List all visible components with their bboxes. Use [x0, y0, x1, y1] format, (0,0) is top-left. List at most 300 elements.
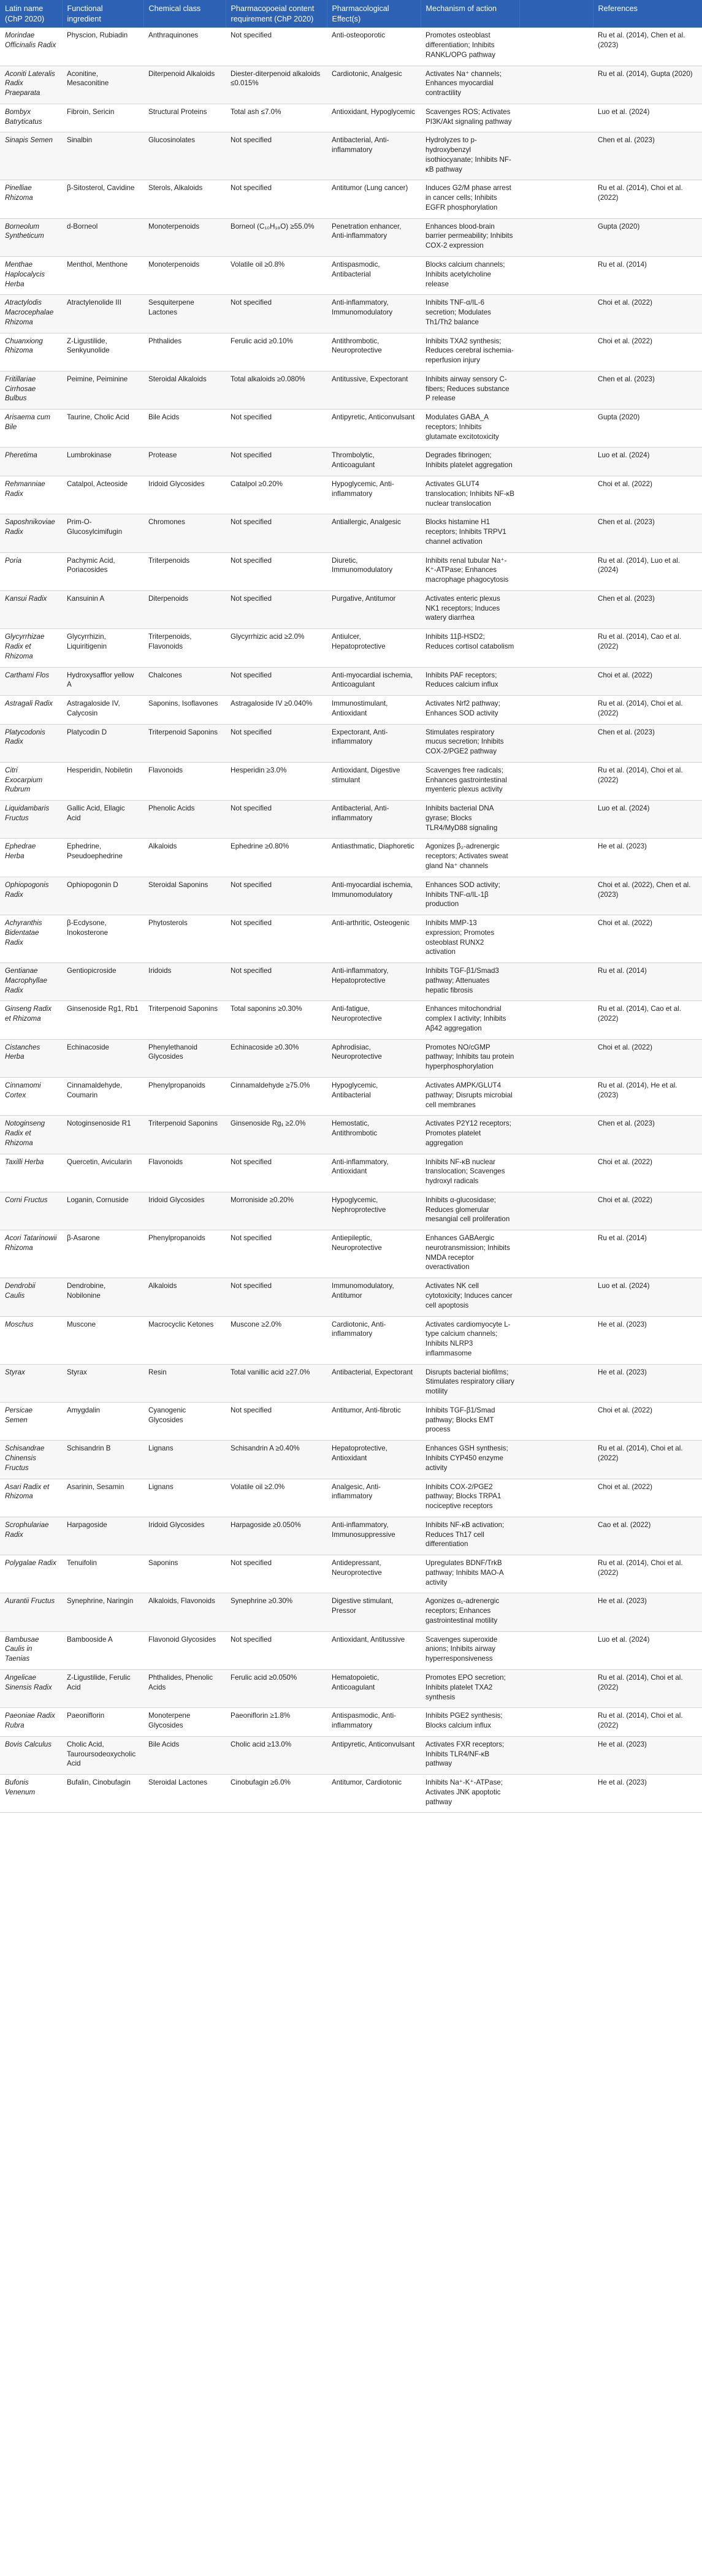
- table-row: [0, 1517, 702, 1555]
- cell-references: Ru et al. (2014), He et al. (2023): [593, 1078, 702, 1116]
- cell-chemical-class: Steroidal Saponins: [143, 877, 226, 915]
- cell-chemical-class: Phenylpropanoids: [143, 1078, 226, 1116]
- cell-chemical-class: Phthalides: [143, 333, 226, 371]
- cell-chemical-class: Phenolic Acids: [143, 801, 226, 839]
- table-row: [0, 762, 702, 800]
- cell-latin-name: Sinapis Semen: [0, 132, 62, 180]
- cell-pharmacological-effect: Antiasthmatic, Diaphoretic: [327, 839, 421, 877]
- cell-mechanism: Agonizes β₂-adrenergic receptors; Activates sweat gland Na⁺ channels: [421, 839, 519, 877]
- cell-mechanism: Activates GLUT4 translocation; Inhibits NF-κB nuclear translocation: [421, 476, 519, 514]
- cell-empty: [519, 629, 593, 667]
- cell-pharmacological-effect: Antiepileptic, Neuroprotective: [327, 1230, 421, 1278]
- cell-content-requirement: Hesperidin ≥3.0%: [226, 762, 327, 800]
- cell-chemical-class: Diterpenoid Alkaloids: [143, 66, 226, 104]
- cell-mechanism: Inhibits PGE2 synthesis; Blocks calcium influx: [421, 1708, 519, 1737]
- cell-mechanism: Inhibits Na⁺-K⁺-ATPase; Activates JNK apoptotic pathway: [421, 1775, 519, 1813]
- table-row: [0, 1078, 702, 1116]
- cell-pharmacological-effect: Hypoglycemic, Anti-inflammatory: [327, 476, 421, 514]
- cell-chemical-class: Iridoid Glycosides: [143, 1517, 226, 1555]
- cell-functional-ingredient: Cholic Acid, Tauroursodeoxycholic Acid: [62, 1736, 143, 1774]
- cell-empty: [519, 839, 593, 877]
- cell-empty: [519, 667, 593, 696]
- cell-latin-name: Cistanches Herba: [0, 1039, 62, 1077]
- cell-content-requirement: Not specified: [226, 28, 327, 66]
- cell-empty: [519, 371, 593, 409]
- cell-chemical-class: Monoterpenoids: [143, 218, 226, 256]
- cell-empty: [519, 590, 593, 628]
- cell-pharmacological-effect: Hematopoietic, Anticoagulant: [327, 1669, 421, 1707]
- cell-mechanism: Inhibits PAF receptors; Reduces calcium influx: [421, 667, 519, 696]
- header-empty: [519, 0, 593, 28]
- cell-pharmacological-effect: Hemostatic, Antithrombotic: [327, 1116, 421, 1154]
- cell-references: Choi et al. (2022): [593, 476, 702, 514]
- cell-content-requirement: Cinobufagin ≥6.0%: [226, 1775, 327, 1813]
- cell-latin-name: Poria: [0, 552, 62, 590]
- cell-empty: [519, 218, 593, 256]
- cell-content-requirement: Total saponins ≥0.30%: [226, 1001, 327, 1039]
- table-row: [0, 514, 702, 552]
- cell-latin-name: Paeoniae Radix Rubra: [0, 1708, 62, 1737]
- table-row: [0, 104, 702, 132]
- table-row: [0, 877, 702, 915]
- cell-references: He et al. (2023): [593, 1736, 702, 1774]
- cell-content-requirement: Not specified: [226, 877, 327, 915]
- cell-functional-ingredient: Echinacoside: [62, 1039, 143, 1077]
- cell-references: Ru et al. (2014): [593, 257, 702, 295]
- cell-functional-ingredient: Muscone: [62, 1316, 143, 1364]
- cell-pharmacological-effect: Antispasmodic, Anti-inflammatory: [327, 1708, 421, 1737]
- cell-content-requirement: Not specified: [226, 1402, 327, 1440]
- table-row: [0, 1555, 702, 1593]
- table-row: [0, 28, 702, 66]
- cell-pharmacological-effect: Antioxidant, Antitussive: [327, 1631, 421, 1669]
- cell-empty: [519, 1736, 593, 1774]
- cell-functional-ingredient: Ephedrine, Pseudoephedrine: [62, 839, 143, 877]
- table-row: [0, 1669, 702, 1707]
- cell-pharmacological-effect: Diuretic, Immunomodulatory: [327, 552, 421, 590]
- cell-latin-name: Bambusae Caulis in Taenias: [0, 1631, 62, 1669]
- cell-references: Ru et al. (2014), Chen et al. (2023): [593, 28, 702, 66]
- table-header: [0, 0, 702, 28]
- cell-empty: [519, 1631, 593, 1669]
- cell-latin-name: Cinnamomi Cortex: [0, 1078, 62, 1116]
- table-row: [0, 295, 702, 333]
- cell-chemical-class: Flavonoids: [143, 1154, 226, 1192]
- table-row: [0, 1116, 702, 1154]
- cell-pharmacological-effect: Antibacterial, Expectorant: [327, 1364, 421, 1402]
- cell-latin-name: Arisaema cum Bile: [0, 410, 62, 448]
- cell-mechanism: Inhibits TNF-α/IL-6 secretion; Modulates Th1/Th2 balance: [421, 295, 519, 333]
- cell-content-requirement: Not specified: [226, 132, 327, 180]
- cell-references: Ru et al. (2014), Choi et al. (2022): [593, 180, 702, 218]
- cell-functional-ingredient: Loganin, Cornuside: [62, 1192, 143, 1230]
- cell-empty: [519, 28, 593, 66]
- cell-empty: [519, 132, 593, 180]
- header-row: [0, 0, 702, 28]
- cell-chemical-class: Lignans: [143, 1441, 226, 1479]
- cell-content-requirement: Volatile oil ≥0.8%: [226, 257, 327, 295]
- cell-references: Ru et al. (2014), Gupta (2020): [593, 66, 702, 104]
- cell-content-requirement: Not specified: [226, 590, 327, 628]
- cell-references: Ru et al. (2014), Choi et al. (2022): [593, 1555, 702, 1593]
- cell-latin-name: Saposhnikoviae Radix: [0, 514, 62, 552]
- table-row: [0, 476, 702, 514]
- cell-content-requirement: Glycyrrhizic acid ≥2.0%: [226, 629, 327, 667]
- cell-references: Ru et al. (2014): [593, 1230, 702, 1278]
- cell-pharmacological-effect: Anti-osteoporotic: [327, 28, 421, 66]
- cell-empty: [519, 1154, 593, 1192]
- cell-content-requirement: Not specified: [226, 180, 327, 218]
- cell-empty: [519, 963, 593, 1001]
- cell-functional-ingredient: Astragaloside IV, Calycosin: [62, 696, 143, 725]
- cell-functional-ingredient: Dendrobine, Nobilonine: [62, 1278, 143, 1316]
- table-row: [0, 1039, 702, 1077]
- cell-pharmacological-effect: Purgative, Antitumor: [327, 590, 421, 628]
- cell-chemical-class: Diterpenoids: [143, 590, 226, 628]
- cell-latin-name: Scrophulariae Radix: [0, 1517, 62, 1555]
- cell-references: Choi et al. (2022): [593, 295, 702, 333]
- cell-latin-name: Carthami Flos: [0, 667, 62, 696]
- cell-chemical-class: Triterpenoid Saponins: [143, 1001, 226, 1039]
- cell-empty: [519, 1316, 593, 1364]
- cell-pharmacological-effect: Analgesic, Anti-inflammatory: [327, 1479, 421, 1517]
- cell-references: Ru et al. (2014), Choi et al. (2022): [593, 762, 702, 800]
- cell-empty: [519, 104, 593, 132]
- cell-references: He et al. (2023): [593, 839, 702, 877]
- cell-functional-ingredient: Hesperidin, Nobiletin: [62, 762, 143, 800]
- cell-pharmacological-effect: Digestive stimulant, Pressor: [327, 1593, 421, 1631]
- cell-chemical-class: Glucosinolates: [143, 132, 226, 180]
- table-row: [0, 724, 702, 762]
- cell-chemical-class: Anthraquinones: [143, 28, 226, 66]
- cell-chemical-class: Alkaloids, Flavonoids: [143, 1593, 226, 1631]
- cell-mechanism: Enhances GSH synthesis; Inhibits CYP450 enzyme activity: [421, 1441, 519, 1479]
- cell-functional-ingredient: β-Ecdysone, Inokosterone: [62, 915, 143, 963]
- cell-functional-ingredient: β-Sitosterol, Cavidine: [62, 180, 143, 218]
- cell-mechanism: Disrupts bacterial biofilms; Stimulates respiratory ciliary motility: [421, 1364, 519, 1402]
- cell-pharmacological-effect: Expectorant, Anti-inflammatory: [327, 724, 421, 762]
- cell-functional-ingredient: Peimine, Peiminine: [62, 371, 143, 409]
- cell-chemical-class: Bile Acids: [143, 410, 226, 448]
- cell-content-requirement: Schisandrin A ≥0.40%: [226, 1441, 327, 1479]
- header-references: References: [593, 0, 702, 28]
- cell-content-requirement: Echinacoside ≥0.30%: [226, 1039, 327, 1077]
- cell-references: Choi et al. (2022): [593, 667, 702, 696]
- cell-functional-ingredient: Amygdalin: [62, 1402, 143, 1440]
- cell-empty: [519, 801, 593, 839]
- cell-references: He et al. (2023): [593, 1593, 702, 1631]
- cell-latin-name: Persicae Semen: [0, 1402, 62, 1440]
- cell-content-requirement: Not specified: [226, 963, 327, 1001]
- cell-mechanism: Inhibits TXA2 synthesis; Reduces cerebral ischemia-reperfusion injury: [421, 333, 519, 371]
- cell-functional-ingredient: Bambooside A: [62, 1631, 143, 1669]
- cell-mechanism: Inhibits renal tubular Na⁺-K⁺-ATPase; Enhances macrophage phagocytosis: [421, 552, 519, 590]
- cell-mechanism: Activates AMPK/GLUT4 pathway; Disrupts microbial cell membranes: [421, 1078, 519, 1116]
- table-row: [0, 1364, 702, 1402]
- cell-pharmacological-effect: Hypoglycemic, Antibacterial: [327, 1078, 421, 1116]
- cell-functional-ingredient: Bufalin, Cinobufagin: [62, 1775, 143, 1813]
- table-row: [0, 1708, 702, 1737]
- cell-pharmacological-effect: Antispasmodic, Antibacterial: [327, 257, 421, 295]
- table-row: [0, 448, 702, 476]
- table-row: [0, 552, 702, 590]
- cell-latin-name: Styrax: [0, 1364, 62, 1402]
- cell-references: Gupta (2020): [593, 218, 702, 256]
- cell-mechanism: Inhibits α-glucosidase; Reduces glomerular mesangial cell proliferation: [421, 1192, 519, 1230]
- table-row: [0, 132, 702, 180]
- table-row: [0, 66, 702, 104]
- cell-content-requirement: Not specified: [226, 295, 327, 333]
- cell-references: Choi et al. (2022): [593, 1154, 702, 1192]
- table-body: [0, 28, 702, 1813]
- header-content-requirement: Pharmacopoeial content requirement (ChP 2020): [226, 0, 327, 28]
- cell-pharmacological-effect: Antiulcer, Hepatoprotective: [327, 629, 421, 667]
- cell-references: Luo et al. (2024): [593, 1278, 702, 1316]
- cell-pharmacological-effect: Anti-fatigue, Neuroprotective: [327, 1001, 421, 1039]
- cell-functional-ingredient: Z-Ligustilide, Ferulic Acid: [62, 1669, 143, 1707]
- cell-latin-name: Bovis Calculus: [0, 1736, 62, 1774]
- cell-empty: [519, 448, 593, 476]
- cell-references: Luo et al. (2024): [593, 104, 702, 132]
- cell-pharmacological-effect: Antitumor, Cardiotonic: [327, 1775, 421, 1813]
- cell-chemical-class: Iridoid Glycosides: [143, 476, 226, 514]
- cell-content-requirement: Ferulic acid ≥0.10%: [226, 333, 327, 371]
- cell-content-requirement: Not specified: [226, 801, 327, 839]
- cell-pharmacological-effect: Antidepressant, Neuroprotective: [327, 1555, 421, 1593]
- cell-pharmacological-effect: Anti-inflammatory, Antioxidant: [327, 1154, 421, 1192]
- table-row: [0, 1154, 702, 1192]
- cell-pharmacological-effect: Aphrodisiac, Neuroprotective: [327, 1039, 421, 1077]
- cell-latin-name: Chuanxiong Rhizoma: [0, 333, 62, 371]
- cell-functional-ingredient: Z-Ligustilide, Senkyunolide: [62, 333, 143, 371]
- cell-latin-name: Dendrobii Caulis: [0, 1278, 62, 1316]
- cell-pharmacological-effect: Cardiotonic, Anti-inflammatory: [327, 1316, 421, 1364]
- cell-content-requirement: Cholic acid ≥13.0%: [226, 1736, 327, 1774]
- cell-functional-ingredient: Glycyrrhizin, Liquiritigenin: [62, 629, 143, 667]
- cell-mechanism: Enhances GABAergic neurotransmission; Inhibits NMDA receptor overactivation: [421, 1230, 519, 1278]
- cell-mechanism: Promotes osteoblast differentiation; Inhibits RANKL/OPG pathway: [421, 28, 519, 66]
- cell-mechanism: Activates NK cell cytotoxicity; Induces cancer cell apoptosis: [421, 1278, 519, 1316]
- cell-mechanism: Activates enteric plexus NK1 receptors; Induces watery diarrhea: [421, 590, 519, 628]
- cell-empty: [519, 1192, 593, 1230]
- cell-empty: [519, 1001, 593, 1039]
- cell-empty: [519, 410, 593, 448]
- cell-mechanism: Inhibits NF-κB activation; Reduces Th17 cell differentiation: [421, 1517, 519, 1555]
- table-row: [0, 333, 702, 371]
- cell-mechanism: Inhibits TGF-β1/Smad3 pathway; Attenuates hepatic fibrosis: [421, 963, 519, 1001]
- cell-mechanism: Promotes EPO secretion; Inhibits platelet TXA2 synthesis: [421, 1669, 519, 1707]
- cell-mechanism: Inhibits 11β-HSD2; Reduces cortisol catabolism: [421, 629, 519, 667]
- cell-pharmacological-effect: Hepatoprotective, Antioxidant: [327, 1441, 421, 1479]
- cell-pharmacological-effect: Antibacterial, Anti-inflammatory: [327, 801, 421, 839]
- cell-pharmacological-effect: Thrombolytic, Anticoagulant: [327, 448, 421, 476]
- cell-chemical-class: Resin: [143, 1364, 226, 1402]
- cell-content-requirement: Muscone ≥2.0%: [226, 1316, 327, 1364]
- cell-latin-name: Liquidambaris Fructus: [0, 801, 62, 839]
- cell-empty: [519, 295, 593, 333]
- cell-latin-name: Achyranthis Bidentatae Radix: [0, 915, 62, 963]
- cell-functional-ingredient: Atractylenolide III: [62, 295, 143, 333]
- cell-chemical-class: Chromones: [143, 514, 226, 552]
- header-functional-ingredient: Functional ingredient: [62, 0, 143, 28]
- table-row: [0, 1631, 702, 1669]
- table-row: [0, 963, 702, 1001]
- cell-chemical-class: Iridoid Glycosides: [143, 1192, 226, 1230]
- cell-functional-ingredient: Taurine, Cholic Acid: [62, 410, 143, 448]
- cell-latin-name: Citri Exocarpium Rubrum: [0, 762, 62, 800]
- cell-mechanism: Induces G2/M phase arrest in cancer cells; Inhibits EGFR phosphorylation: [421, 180, 519, 218]
- cell-functional-ingredient: Ginsenoside Rg1, Rb1: [62, 1001, 143, 1039]
- cell-latin-name: Moschus: [0, 1316, 62, 1364]
- cell-pharmacological-effect: Antiallergic, Analgesic: [327, 514, 421, 552]
- cell-empty: [519, 1555, 593, 1593]
- cell-functional-ingredient: Kansuinin A: [62, 590, 143, 628]
- cell-functional-ingredient: Physcion, Rubiadin: [62, 28, 143, 66]
- cell-mechanism: Inhibits COX-2/PGE2 pathway; Blocks TRPA1 nociceptive receptors: [421, 1479, 519, 1517]
- cell-content-requirement: Total vanillic acid ≥27.0%: [226, 1364, 327, 1402]
- cell-references: Luo et al. (2024): [593, 1631, 702, 1669]
- cell-references: Choi et al. (2022): [593, 1192, 702, 1230]
- cell-chemical-class: Alkaloids: [143, 839, 226, 877]
- cell-empty: [519, 724, 593, 762]
- cell-functional-ingredient: Aconitine, Mesaconitine: [62, 66, 143, 104]
- cell-chemical-class: Cyanogenic Glycosides: [143, 1402, 226, 1440]
- cell-content-requirement: Morroniside ≥0.20%: [226, 1192, 327, 1230]
- cell-latin-name: Taxilli Herba: [0, 1154, 62, 1192]
- cell-empty: [519, 1593, 593, 1631]
- cell-empty: [519, 552, 593, 590]
- cell-functional-ingredient: Sinalbin: [62, 132, 143, 180]
- cell-references: Ru et al. (2014), Choi et al. (2022): [593, 1669, 702, 1707]
- cell-mechanism: Inhibits TGF-β1/Smad pathway; Blocks EMT process: [421, 1402, 519, 1440]
- cell-content-requirement: Ginsenoside Rg₁ ≥2.0%: [226, 1116, 327, 1154]
- cell-pharmacological-effect: Anti-arthritic, Osteogenic: [327, 915, 421, 963]
- cell-pharmacological-effect: Cardiotonic, Analgesic: [327, 66, 421, 104]
- cell-references: Ru et al. (2014), Cao et al. (2022): [593, 1001, 702, 1039]
- cell-content-requirement: Not specified: [226, 448, 327, 476]
- cell-references: Luo et al. (2024): [593, 448, 702, 476]
- cell-content-requirement: Not specified: [226, 1631, 327, 1669]
- cell-references: He et al. (2023): [593, 1775, 702, 1813]
- cell-chemical-class: Steroidal Alkaloids: [143, 371, 226, 409]
- cell-content-requirement: Not specified: [226, 667, 327, 696]
- cell-empty: [519, 1669, 593, 1707]
- cell-content-requirement: Not specified: [226, 514, 327, 552]
- cell-chemical-class: Phytosterols: [143, 915, 226, 963]
- cell-mechanism: Scavenges ROS; Activates PI3K/Akt signaling pathway: [421, 104, 519, 132]
- cell-chemical-class: Chalcones: [143, 667, 226, 696]
- cell-mechanism: Scavenges superoxide anions; Inhibits airway hyperresponsiveness: [421, 1631, 519, 1669]
- cell-content-requirement: Not specified: [226, 1154, 327, 1192]
- cell-functional-ingredient: β-Asarone: [62, 1230, 143, 1278]
- cell-empty: [519, 1775, 593, 1813]
- cell-mechanism: Enhances blood-brain barrier permeability; Inhibits COX-2 expression: [421, 218, 519, 256]
- table-row: [0, 1593, 702, 1631]
- cell-pharmacological-effect: Antitussive, Expectorant: [327, 371, 421, 409]
- cell-functional-ingredient: Gentiopicroside: [62, 963, 143, 1001]
- cell-functional-ingredient: Lumbrokinase: [62, 448, 143, 476]
- cell-functional-ingredient: Gallic Acid, Ellagic Acid: [62, 801, 143, 839]
- cell-empty: [519, 696, 593, 725]
- cell-empty: [519, 66, 593, 104]
- cell-pharmacological-effect: Anti-inflammatory, Immunosuppressive: [327, 1517, 421, 1555]
- cell-mechanism: Agonizes α₁-adrenergic receptors; Enhances gastrointestinal motility: [421, 1593, 519, 1631]
- cell-pharmacological-effect: Immunomodulatory, Antitumor: [327, 1278, 421, 1316]
- cell-mechanism: Activates Nrf2 pathway; Enhances SOD activity: [421, 696, 519, 725]
- table-row: [0, 257, 702, 295]
- cell-chemical-class: Phthalides, Phenolic Acids: [143, 1669, 226, 1707]
- table-row: [0, 1192, 702, 1230]
- cell-mechanism: Blocks histamine H1 receptors; Inhibits TRPV1 channel activation: [421, 514, 519, 552]
- cell-chemical-class: Triterpenoids, Flavonoids: [143, 629, 226, 667]
- cell-references: Ru et al. (2014), Luo et al. (2024): [593, 552, 702, 590]
- cell-mechanism: Inhibits bacterial DNA gyrase; Blocks TLR4/MyD88 signaling: [421, 801, 519, 839]
- cell-references: He et al. (2023): [593, 1364, 702, 1402]
- cell-content-requirement: Not specified: [226, 1278, 327, 1316]
- cell-empty: [519, 1708, 593, 1737]
- cell-content-requirement: Not specified: [226, 1230, 327, 1278]
- table-row: [0, 667, 702, 696]
- cell-references: Ru et al. (2014), Choi et al. (2022): [593, 696, 702, 725]
- cell-references: Ru et al. (2014), Cao et al. (2022): [593, 629, 702, 667]
- cell-references: Ru et al. (2014), Choi et al. (2022): [593, 1441, 702, 1479]
- cell-mechanism: Degrades fibrinogen; Inhibits platelet aggregation: [421, 448, 519, 476]
- cell-functional-ingredient: Prim-O-Glucosylcimifugin: [62, 514, 143, 552]
- cell-mechanism: Modulates GABA_A receptors; Inhibits glutamate excitotoxicity: [421, 410, 519, 448]
- cell-mechanism: Stimulates respiratory mucus secretion; Inhibits COX-2/PGE2 pathway: [421, 724, 519, 762]
- cell-latin-name: Atractylodis Macrocephalae Rhizoma: [0, 295, 62, 333]
- cell-empty: [519, 1364, 593, 1402]
- cell-mechanism: Promotes NO/cGMP pathway; Inhibits tau protein hyperphosphorylation: [421, 1039, 519, 1077]
- cell-empty: [519, 762, 593, 800]
- cell-functional-ingredient: Cinnamaldehyde, Coumarin: [62, 1078, 143, 1116]
- cell-functional-ingredient: Catalpol, Acteoside: [62, 476, 143, 514]
- cell-empty: [519, 180, 593, 218]
- cell-references: He et al. (2023): [593, 1316, 702, 1364]
- cell-content-requirement: Not specified: [226, 915, 327, 963]
- cell-latin-name: Angelicae Sinensis Radix: [0, 1669, 62, 1707]
- cell-chemical-class: Bile Acids: [143, 1736, 226, 1774]
- cell-empty: [519, 1402, 593, 1440]
- cell-content-requirement: Not specified: [226, 724, 327, 762]
- cell-chemical-class: Saponins: [143, 1555, 226, 1593]
- cell-mechanism: Activates cardiomyocyte L-type calcium channels; Inhibits NLRP3 inflammasome: [421, 1316, 519, 1364]
- cell-content-requirement: Ephedrine ≥0.80%: [226, 839, 327, 877]
- cell-content-requirement: Harpagoside ≥0.050%: [226, 1517, 327, 1555]
- cell-chemical-class: Sesquiterpene Lactones: [143, 295, 226, 333]
- table-row: [0, 696, 702, 725]
- cell-references: Chen et al. (2023): [593, 1116, 702, 1154]
- cell-latin-name: Aconiti Lateralis Radix Praeparata: [0, 66, 62, 104]
- cell-empty: [519, 1078, 593, 1116]
- cell-empty: [519, 476, 593, 514]
- cell-mechanism: Inhibits MMP-13 expression; Promotes osteoblast RUNX2 activation: [421, 915, 519, 963]
- header-mechanism: Mechanism of action: [421, 0, 519, 28]
- cell-latin-name: Bufonis Venenum: [0, 1775, 62, 1813]
- cell-latin-name: Kansui Radix: [0, 590, 62, 628]
- cell-mechanism: Scavenges free radicals; Enhances gastrointestinal myenteric plexus activity: [421, 762, 519, 800]
- cell-functional-ingredient: Platycodin D: [62, 724, 143, 762]
- cell-content-requirement: Cinnamaldehyde ≥75.0%: [226, 1078, 327, 1116]
- table-row: [0, 218, 702, 256]
- cell-mechanism: Enhances SOD activity; Inhibits TNF-α/IL-1β production: [421, 877, 519, 915]
- cell-pharmacological-effect: Anti-myocardial ischemia, Immunomodulatory: [327, 877, 421, 915]
- cell-content-requirement: Ferulic acid ≥0.050%: [226, 1669, 327, 1707]
- cell-references: Chen et al. (2023): [593, 590, 702, 628]
- cell-chemical-class: Phenylethanoid Glycosides: [143, 1039, 226, 1077]
- cell-mechanism: Activates FXR receptors; Inhibits TLR4/NF-κB pathway: [421, 1736, 519, 1774]
- cell-chemical-class: Iridoids: [143, 963, 226, 1001]
